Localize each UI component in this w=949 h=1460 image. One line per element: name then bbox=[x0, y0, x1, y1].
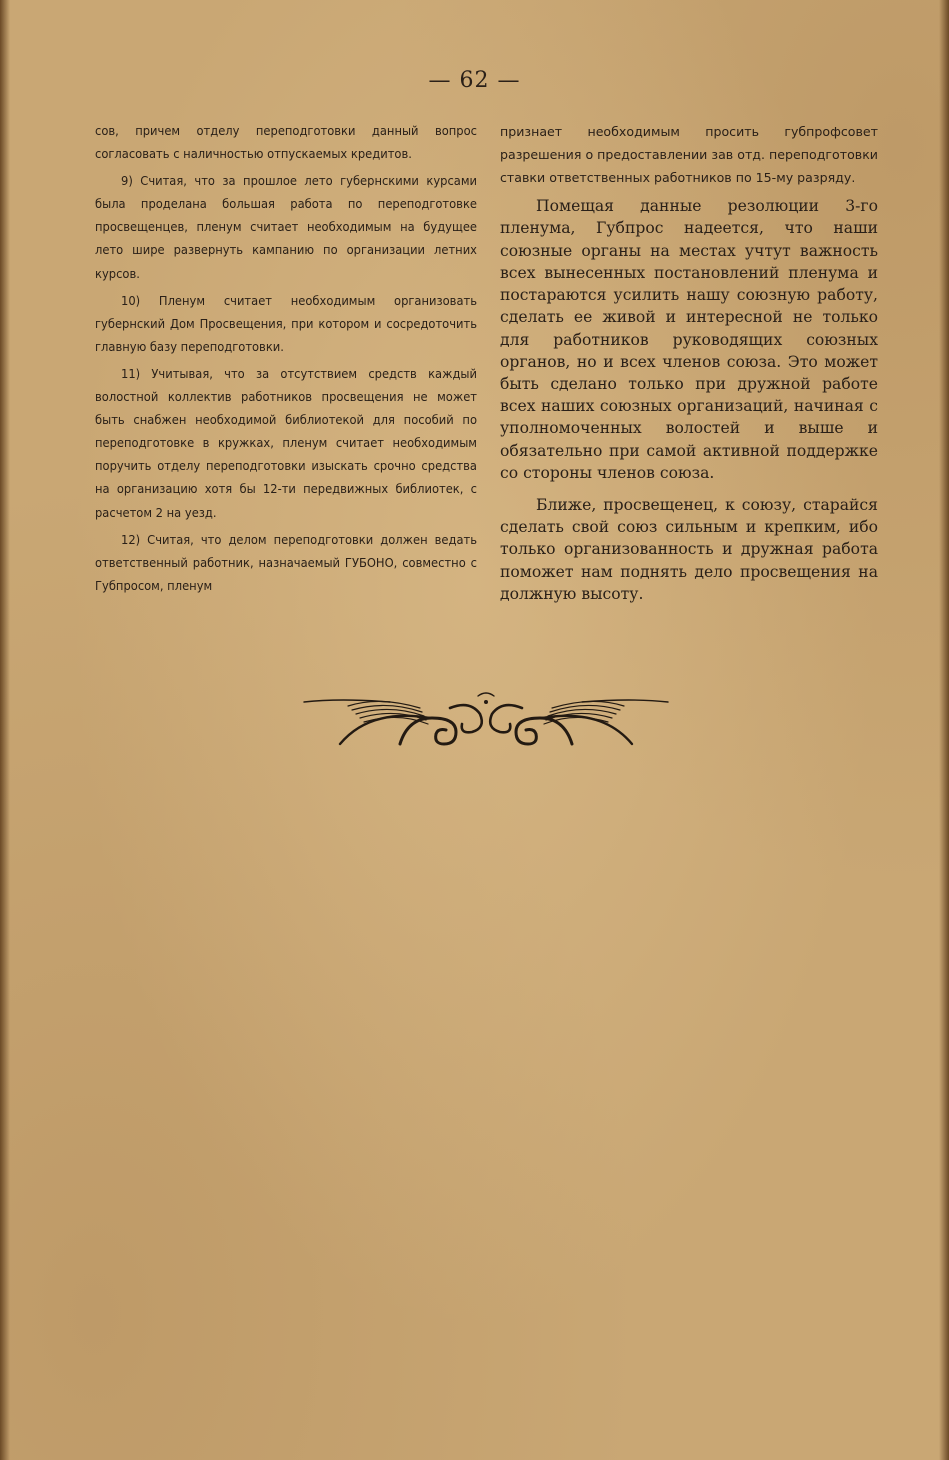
left-paragraph-1: сов, причем отделу переподготовки данный вопрос согласовать с наличностью отпускаемых кредитов. bbox=[95, 124, 477, 163]
left-paragraph-4: 11) Учитывая, что за отсутствием средств каждый волостной коллектив работников просвещения не может быть снабжен необходимой библиотекой для пособий по переподготовке в кружках, пленум считает необходимым поручить отделу переподготовки изыскать срочно средства на организацию хотя бы 12-ти передвижных библиотек, с расчетом 2 на уезд. bbox=[95, 366, 477, 521]
left-column bbox=[95, 120, 477, 598]
right-continuation-block bbox=[500, 120, 878, 189]
right-paragraph-1: Помещая данные резолюции 3-го пленума, Губпрос надеется, что наши союзные органы на местах учтут важность всех вынесенных постановлений пленума и постараются усилить нашу союзную работу, сделать ее живой и интересной не только для работников руководящих союзных органов, но и всех членов союза. Это может быть сделано только при дружной работе всех наших союзных организаций, начиная с уполномоченных волостей и выше и обязательно при самой активной поддержке со стороны членов союза. bbox=[500, 197, 878, 482]
left-paragraph-2: 9) Считая, что за прошлое лето губернскими курсами была проделана большая работа по переподготовке просвещенцев, пленум считает необходимым на будущее лето шире развернуть кампанию по организации летних курсов. bbox=[95, 174, 477, 282]
right-main-block bbox=[500, 195, 878, 605]
right-column bbox=[500, 120, 878, 605]
decorative-scroll-ornament-icon bbox=[300, 688, 672, 752]
left-paragraph-5: 12) Считая, что делом переподготовки должен ведать ответственный работник, назначаемый ГУБОНО, совместно с Губпросом, пленум bbox=[95, 532, 477, 594]
right-paragraph-2: Ближе, просвещенец, к союзу, старайся сделать свой союз сильным и крепким, ибо только организованность и дружная работа поможет нам поднять дело просвещения на должную высоту. bbox=[500, 495, 878, 603]
page-edge-right bbox=[939, 0, 949, 1460]
page-edge-left bbox=[0, 0, 10, 1460]
right-continuation-paragraph: признает необходимым просить губпрофсовет разрешения о предоставлении зав отд. переподготовки ставки ответственных работников по 15-му разряду. bbox=[500, 124, 878, 186]
left-paragraph-3: 10) Пленум считает необходимым организовать губернский Дом Просвещения, при котором и сосредоточить главную базу переподготовки. bbox=[95, 293, 477, 355]
page-number: — 62 — bbox=[428, 68, 521, 93]
